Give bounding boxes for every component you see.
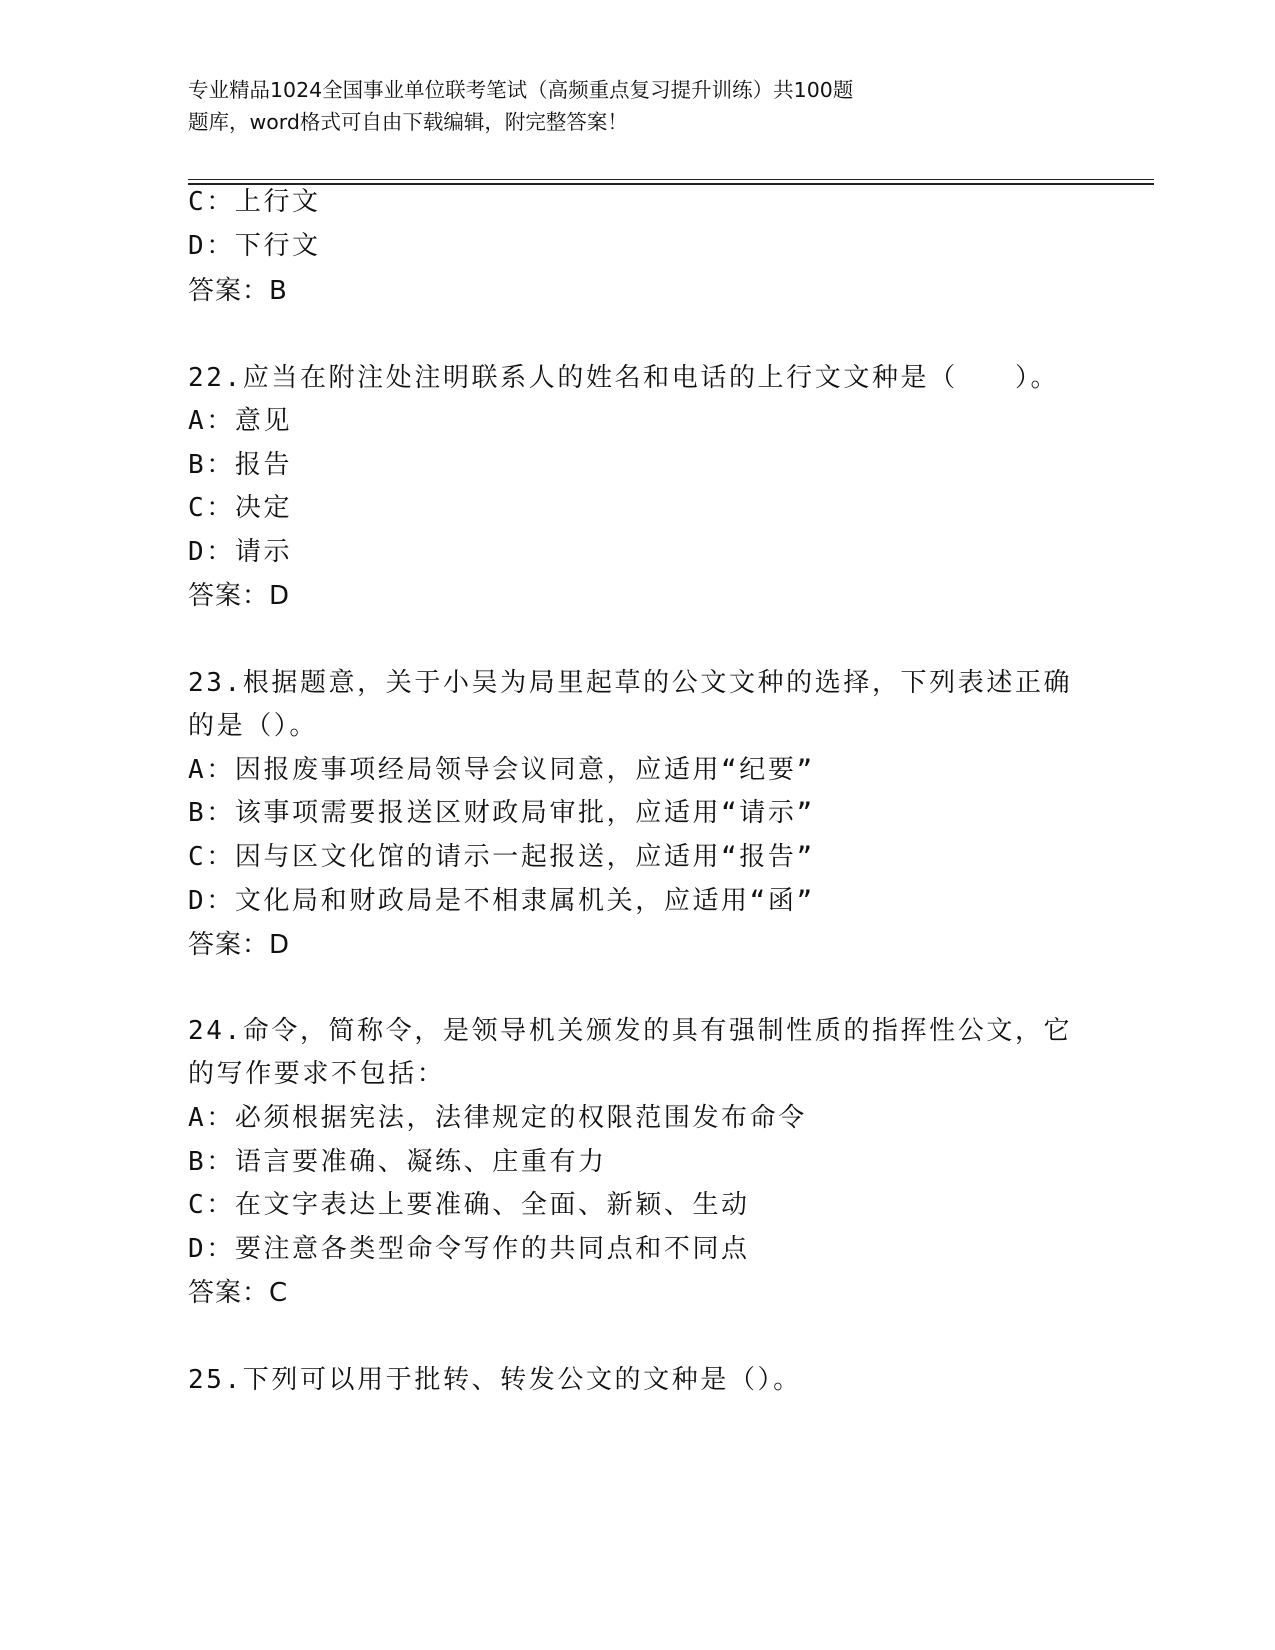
q23-stem-line-2: 的是（）。 bbox=[188, 711, 319, 741]
q22-answer bbox=[188, 580, 289, 612]
q24-stem-line-1: 24.命令，简称令，是领导机关颁发的具有强制性质的指挥性公文，它 bbox=[188, 1016, 1073, 1046]
header-divider-thin bbox=[188, 179, 1154, 180]
q23-option-d: D：文化局和财政局是不相隶属机关，应适用“函” bbox=[188, 886, 815, 916]
answer-value: B bbox=[269, 276, 287, 306]
q23-answer bbox=[188, 929, 289, 961]
q24-option-d: D：要注意各类型命令写作的共同点和不同点 bbox=[188, 1234, 750, 1264]
answer-value: D bbox=[269, 930, 290, 960]
answer-value: D bbox=[269, 581, 290, 611]
q22-option-d: D：请示 bbox=[188, 537, 293, 567]
answer-label: 答案： bbox=[188, 276, 270, 306]
q24-option-b: B：语言要准确、凝练、庄重有力 bbox=[188, 1147, 607, 1177]
q23-stem-line-1: 23.根据题意，关于小吴为局里起草的公文文种的选择，下列表述正确 bbox=[188, 668, 1073, 698]
q22-option-c: C：决定 bbox=[188, 493, 293, 523]
answer-label: 答案： bbox=[188, 581, 270, 611]
q24-stem-line-2: 的写作要求不包括： bbox=[188, 1059, 446, 1089]
q22-stem: 22.应当在附注处注明联系人的姓名和电话的上行文文种是（ ）。 bbox=[188, 363, 1060, 393]
q24-answer bbox=[188, 1277, 287, 1309]
q23-option-a: A：因报废事项经局领导会议同意，应适用“纪要” bbox=[188, 755, 815, 785]
q25-stem: 25.下列可以用于批转、转发公文的文种是（）。 bbox=[188, 1365, 802, 1395]
header-divider-thick bbox=[188, 183, 1154, 185]
answer-value: C bbox=[269, 1278, 288, 1308]
q21-option-c: C：上行文 bbox=[188, 187, 321, 217]
q24-option-c: C：在文字表达上要准确、全面、新颖、生动 bbox=[188, 1190, 750, 1220]
q21-option-d: D：下行文 bbox=[188, 231, 321, 261]
q22-option-b: B：报告 bbox=[188, 450, 293, 480]
q23-option-b: B：该事项需要报送区财政局审批，应适用“请示” bbox=[188, 798, 815, 828]
answer-label: 答案： bbox=[188, 1278, 270, 1308]
answer-label: 答案： bbox=[188, 930, 270, 960]
q24-option-a: A：必须根据宪法，法律规定的权限范围发布命令 bbox=[188, 1103, 807, 1133]
q21-answer bbox=[188, 275, 287, 307]
q22-option-a: A：意见 bbox=[188, 406, 293, 436]
header-line-1: 专业精品1024全国事业单位联考笔试（高频重点复习提升训练）共100题 bbox=[188, 78, 854, 102]
document-header bbox=[188, 74, 1028, 138]
q23-option-c: C：因与区文化馆的请示一起报送，应适用“报告” bbox=[188, 842, 815, 872]
header-line-2: 题库，word格式可自由下载编辑，附完整答案！ bbox=[188, 110, 628, 134]
